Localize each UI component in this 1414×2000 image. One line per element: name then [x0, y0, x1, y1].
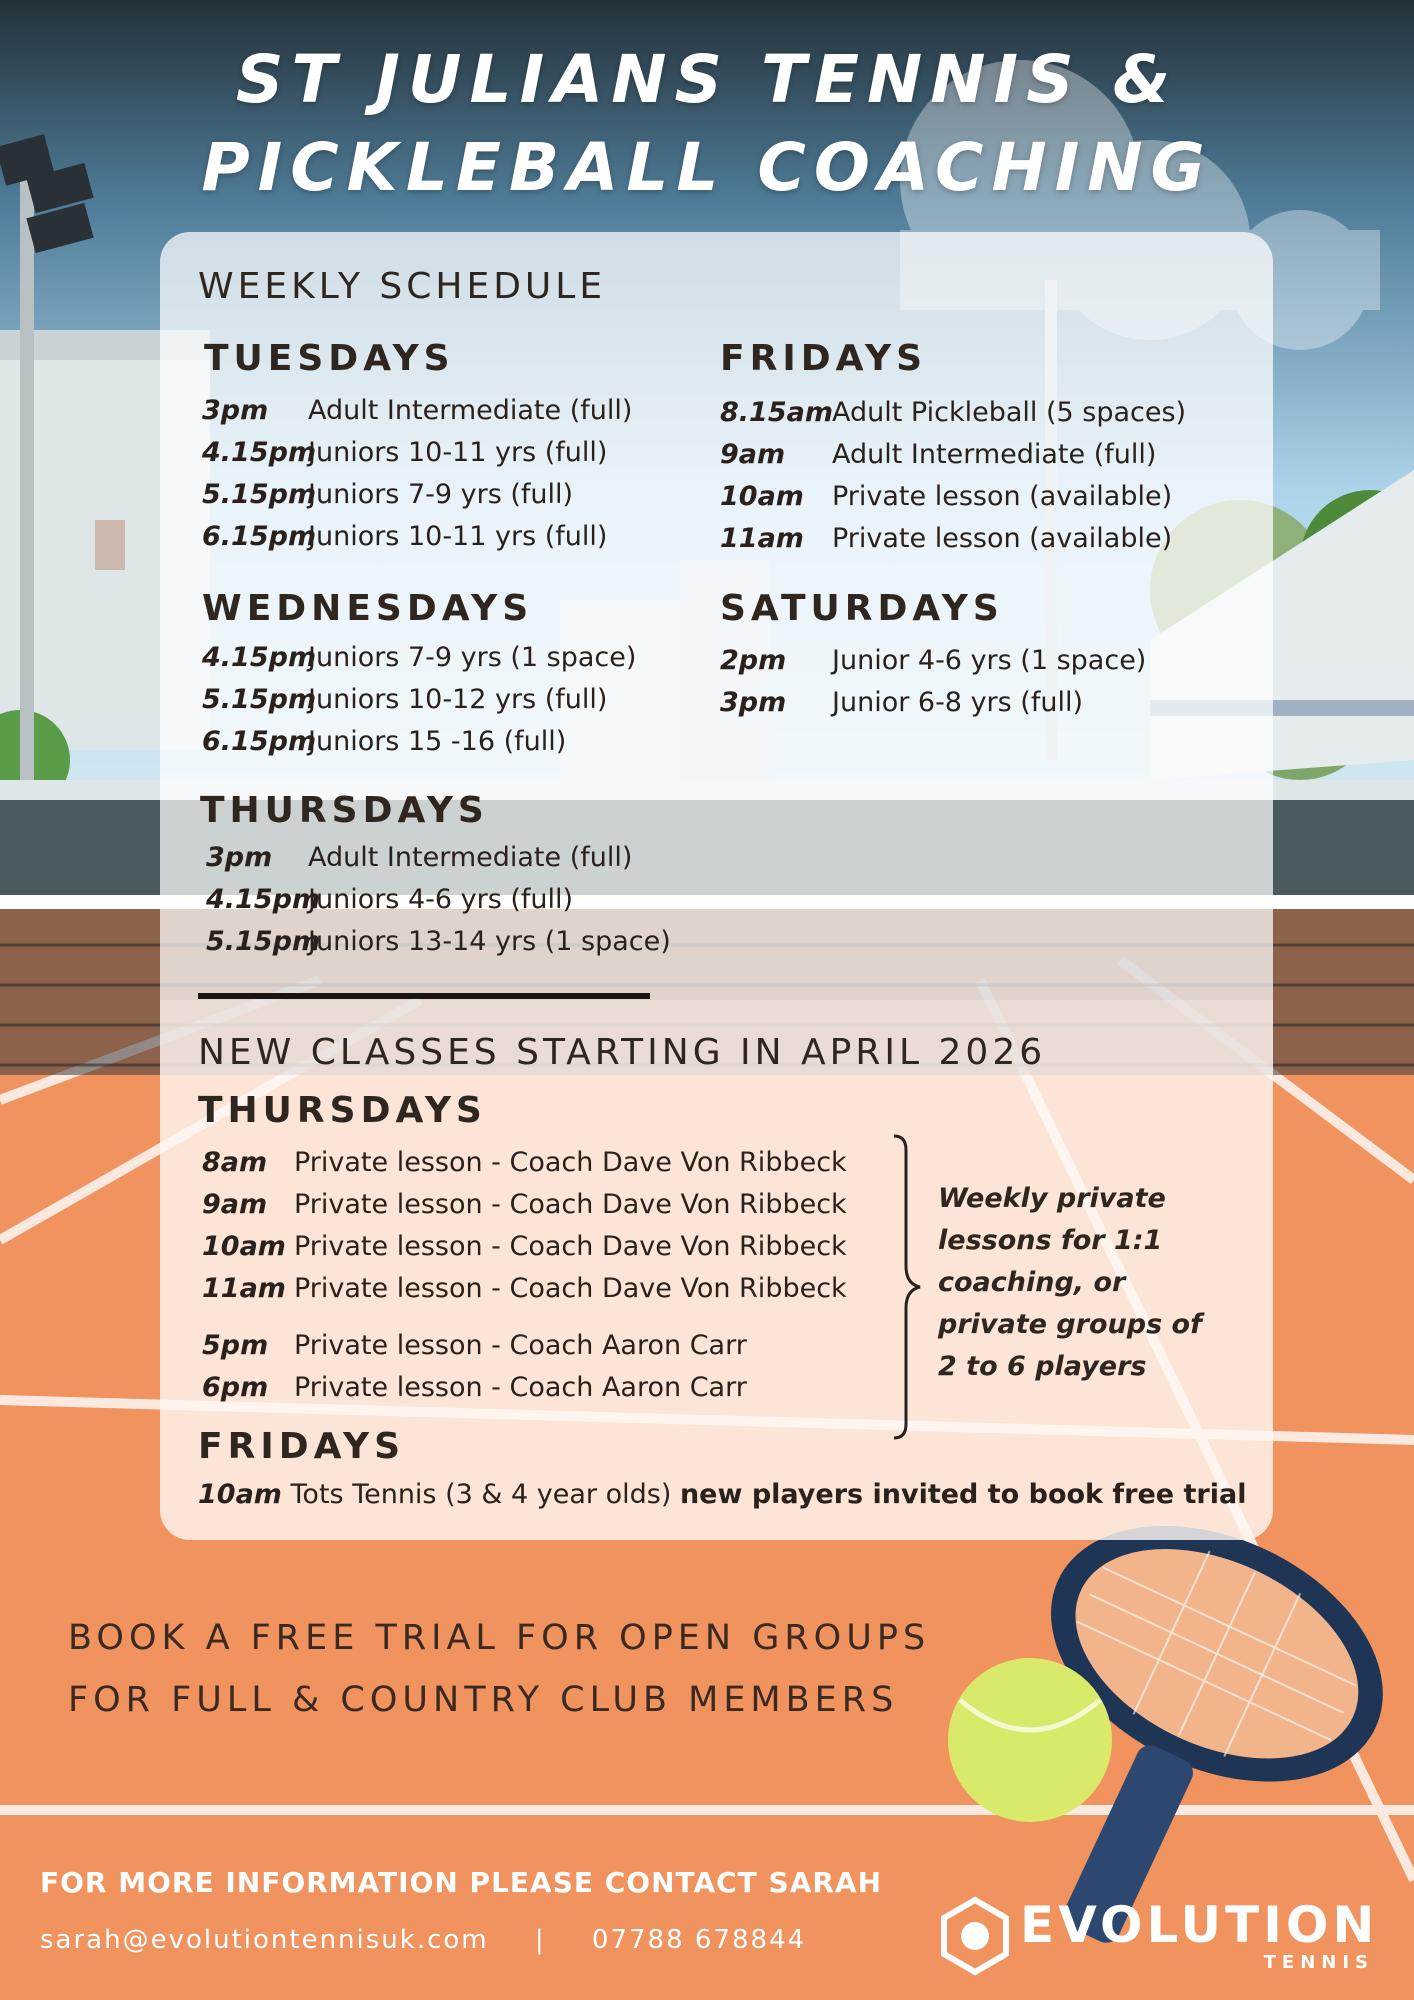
section-divider — [198, 993, 650, 999]
contact-phone[interactable]: 07788 678844 — [591, 1925, 807, 1955]
new-fridays-heading: FRIDAYS — [198, 1426, 406, 1467]
schedule-row: 6pm Private lesson - Coach Aaron Carr — [202, 1372, 747, 1403]
weekly-schedule-heading: WEEKLY SCHEDULE — [198, 266, 607, 307]
logo-name: EVOLUTION — [1020, 1896, 1379, 1954]
schedule-row: 6.15pm Juniors 10-11 yrs (full) — [202, 521, 608, 552]
schedule-row: 10am Private lesson (available) — [720, 481, 1173, 512]
schedule-row: 4.15pm Juniors 4-6 yrs (full) — [206, 884, 574, 915]
private-lessons-note: Weekly private lessons for 1:1 coaching, or private groups of 2 to 6 players — [938, 1183, 1202, 1382]
schedule-row: 8am Private lesson - Coach Dave Von Ribbeck — [202, 1147, 847, 1178]
schedule-row: 3pm Adult Intermediate (full) — [206, 842, 633, 873]
cta-line-1: BOOK A FREE TRIAL FOR OPEN GROUPS — [68, 1618, 931, 1658]
cta-line-2: FOR FULL & COUNTRY CLUB MEMBERS — [68, 1680, 899, 1720]
fridays-heading: FRIDAYS — [720, 338, 928, 379]
title-line-2: PICKLEBALL COACHING — [201, 129, 1213, 206]
new-thursdays-heading: THURSDAYS — [198, 1090, 487, 1131]
contact-separator: | — [534, 1925, 546, 1955]
schedule-row: 5pm Private lesson - Coach Aaron Carr — [202, 1330, 747, 1361]
saturdays-heading: SATURDAYS — [720, 588, 1004, 629]
schedule-row: 11am Private lesson - Coach Dave Von Ribbeck — [202, 1273, 847, 1304]
schedule-row: 9am Private lesson - Coach Dave Von Ribbeck — [202, 1189, 847, 1220]
logo-sub: TENNIS — [1263, 1952, 1374, 1973]
schedule-row: 5.15pm Juniors 13-14 yrs (1 space) — [206, 926, 671, 957]
schedule-row: 2pm Junior 4-6 yrs (1 space) — [720, 645, 1147, 676]
tuesdays-heading: TUESDAYS — [204, 338, 455, 379]
thursdays-heading: THURSDAYS — [200, 790, 489, 831]
contact-email[interactable]: sarah@evolutiontennisuk.com — [40, 1925, 489, 1955]
schedule-row: 8.15am Adult Pickleball (5 spaces) — [720, 397, 1187, 428]
schedule-row: 4.15pm Juniors 10-11 yrs (full) — [202, 437, 608, 468]
schedule-row: 9am Adult Intermediate (full) — [720, 439, 1157, 470]
schedule-row: 5.15pm Juniors 10-12 yrs (full) — [202, 684, 608, 715]
curly-brace-icon — [892, 1134, 926, 1440]
contact-heading: FOR MORE INFORMATION PLEASE CONTACT SARAH — [40, 1866, 883, 1899]
schedule-row: 11am Private lesson (available) — [720, 523, 1173, 554]
schedule-row: 6.15pm Juniors 15 -16 (full) — [202, 726, 567, 757]
schedule-row: 3pm Junior 6-8 yrs (full) — [720, 687, 1083, 718]
schedule-row: 3pm Adult Intermediate (full) — [202, 395, 633, 426]
schedule-row: 5.15pm Juniors 7-9 yrs (full) — [202, 479, 574, 510]
schedule-row: 10am Private lesson - Coach Dave Von Ribbeck — [202, 1231, 847, 1262]
evolution-tennis-logo — [940, 1896, 1380, 1976]
tots-tennis-row: 10am Tots Tennis (3 & 4 year olds) new players invited to book free trial — [198, 1479, 1247, 1510]
contact-details — [40, 1925, 806, 1955]
wednesdays-heading: WEDNESDAYS — [202, 588, 534, 629]
schedule-row: 4.15pm Juniors 7-9 yrs (1 space) — [202, 642, 637, 673]
hexagon-ball-icon — [940, 1896, 1010, 1976]
title-line-1: ST JULIANS TENNIS & — [235, 41, 1179, 118]
new-classes-heading: NEW CLASSES STARTING IN APRIL 2026 — [198, 1032, 1047, 1073]
